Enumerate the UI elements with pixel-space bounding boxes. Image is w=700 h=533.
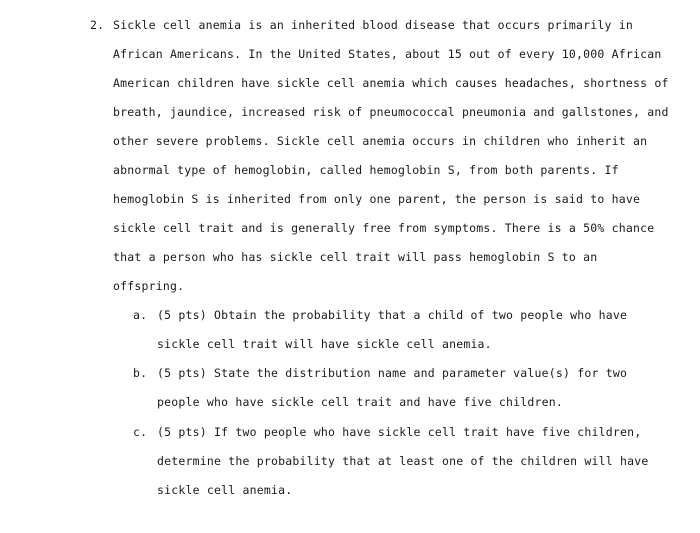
part-b-line: (5 pts) State the distribution name and parameter value(s) for two (157, 366, 628, 380)
part-b-line: people who have sickle cell trait and have five children. (157, 395, 564, 409)
paragraph-line: other severe problems. Sickle cell anemia occurs in children who inherit an (113, 134, 648, 148)
paragraph-line: offspring. (113, 279, 185, 293)
paragraph-line: Sickle cell anemia is an inherited blood disease that occurs primarily in (113, 18, 634, 32)
paragraph-line: abnormal type of hemoglobin, called hemoglobin S, from both parents. If (113, 163, 619, 177)
part-c-label: c. (133, 425, 148, 439)
paragraph-line: that a person who has sickle cell trait will pass hemoglobin S to an (113, 250, 598, 264)
part-c-line: determine the probability that at least one of the children will have (157, 454, 649, 468)
part-c-line: sickle cell anemia. (157, 483, 293, 497)
paragraph-line: sickle cell trait and is generally free from symptoms. There is a 50% chance (113, 221, 655, 235)
part-b-label: b. (133, 366, 148, 380)
paragraph-line: breath, jaundice, increased risk of pneumococcal pneumonia and gallstones, and (113, 105, 669, 119)
part-a-line: sickle cell trait will have sickle cell anemia. (157, 337, 492, 351)
paragraph-line: American children have sickle cell anemia which causes headaches, shortness of (113, 76, 669, 90)
paragraph-line: hemoglobin S is inherited from only one parent, the person is said to have (113, 192, 641, 206)
part-a-label: a. (133, 308, 148, 322)
part-c-line: (5 pts) If two people who have sickle cell trait have five children, (157, 425, 642, 439)
problem-number: 2. (90, 18, 105, 32)
paragraph-line: African Americans. In the United States, about 15 out of every 10,000 African (113, 47, 662, 61)
part-a-line: (5 pts) Obtain the probability that a child of two people who have (157, 308, 628, 322)
